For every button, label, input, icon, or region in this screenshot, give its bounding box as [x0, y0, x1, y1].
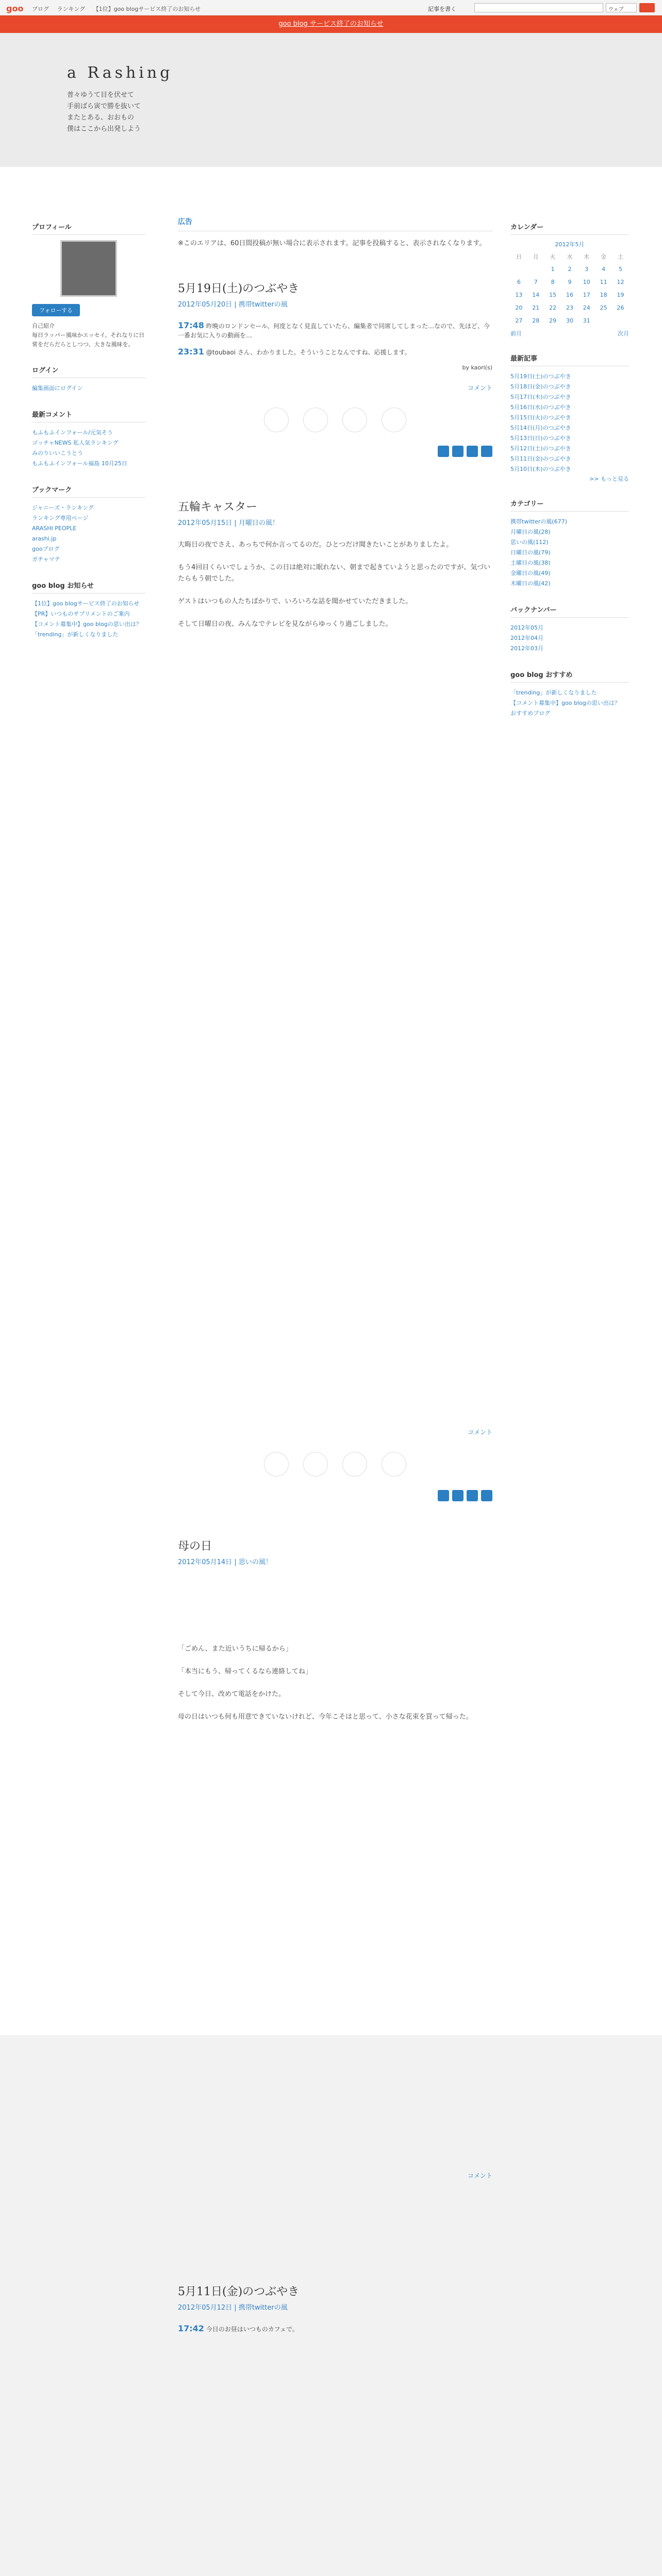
- comment-link[interactable]: コメント: [467, 384, 492, 392]
- ad-text: ※このエリアは、60日間投稿が無い場合に表示されます。記事を投稿すると、表示されなくなります。: [178, 240, 486, 247]
- day[interactable]: 31: [583, 317, 590, 324]
- weekday: 金: [601, 253, 607, 260]
- weekday: 木: [584, 253, 590, 260]
- list-item[interactable]: 2012年04月: [510, 635, 543, 641]
- reaction-button[interactable]: [264, 1452, 289, 1477]
- list-item[interactable]: 5月16日(水)のつぶやき: [510, 404, 571, 411]
- section-title: 最新コメント: [32, 409, 145, 422]
- day[interactable]: 2: [568, 266, 572, 273]
- share-facebook-icon[interactable]: [452, 446, 464, 457]
- section-title: カテゴリー: [510, 498, 629, 512]
- calendar-prev[interactable]: 前月: [510, 330, 522, 337]
- list-item[interactable]: 2012年03月: [510, 645, 543, 652]
- day[interactable]: [510, 263, 527, 276]
- write-article-link[interactable]: 記事を書く: [428, 6, 456, 12]
- goo-notices: [32, 580, 145, 640]
- top-link-ranking[interactable]: ランキング: [57, 6, 86, 12]
- tweet: [178, 321, 492, 340]
- post-date[interactable]: 2012年05月20日 | 携帯twitterの風: [178, 301, 288, 309]
- top-links: [32, 5, 207, 13]
- day[interactable]: 20: [515, 304, 523, 311]
- post-body: 「ごめん、また近いうちに帰るから」 「本当にもう、帰ってくるなら連絡してね」 そして今日、改めて電話をかけた。 母の日はいつも何も用意できていないけれど、今年こそはと思って、小さな花束を買って帰った。: [178, 1645, 473, 1721]
- login-link[interactable]: 編集画面にログイン: [32, 385, 83, 392]
- back-numbers: [510, 604, 629, 654]
- day[interactable]: 24: [583, 304, 590, 311]
- day[interactable]: 7: [534, 279, 538, 285]
- calendar-next[interactable]: 次月: [618, 330, 629, 337]
- tweet: [178, 2324, 492, 2334]
- day[interactable]: 12: [617, 279, 624, 285]
- section-title: goo blog おすすめ: [510, 669, 629, 683]
- day[interactable]: 6: [517, 279, 521, 285]
- section-title: カレンダー: [510, 222, 629, 235]
- day[interactable]: 4: [602, 266, 606, 273]
- tagline-line: 普々ゆうて目を伏せて: [67, 91, 135, 99]
- list-item[interactable]: ガチャマテ: [32, 556, 60, 563]
- day[interactable]: 22: [549, 304, 557, 311]
- ad-link[interactable]: 広告: [178, 216, 492, 231]
- day[interactable]: 17: [583, 292, 590, 298]
- weekday: 月: [533, 253, 539, 260]
- avatar: [60, 240, 117, 297]
- list-item[interactable]: arashi.jp: [32, 535, 57, 542]
- tagline-line: 僕はここから出発しよう: [67, 125, 141, 133]
- search-input[interactable]: [474, 3, 603, 12]
- reaction-button[interactable]: [303, 1452, 328, 1477]
- section-title: プロフィール: [32, 222, 145, 235]
- day[interactable]: 14: [532, 292, 540, 298]
- list-item[interactable]: 「trending」が新しくなりました: [32, 631, 119, 638]
- tweet-text: 昨晩のロンドンセール、何度となく見直していたら、編集者で同席してしまった…なので、先ほど、今一番お気に入りの動画を…: [178, 323, 490, 339]
- recent-comments: [32, 409, 145, 469]
- tweet-text: 今日のお昼はいつものカフェで。: [206, 2326, 299, 2333]
- blog-header: [0, 33, 662, 167]
- list-item[interactable]: ARASHI PEOPLE: [32, 525, 77, 532]
- day[interactable]: 27: [515, 317, 523, 324]
- top-link-notice[interactable]: 【1位】goo blogサービス終了のお知らせ: [93, 6, 201, 12]
- list-item[interactable]: 思いの風(112): [510, 539, 549, 546]
- day[interactable]: 9: [568, 279, 572, 285]
- goo-recommend: [510, 669, 629, 719]
- list-item[interactable]: もふもふインフォール/元気そう: [32, 429, 113, 436]
- follow-button[interactable]: フォローする: [32, 304, 80, 316]
- notice-banner[interactable]: [0, 15, 662, 33]
- left-sidebar: [32, 222, 145, 655]
- reaction-button[interactable]: [342, 1452, 367, 1477]
- list-item[interactable]: 5月17日(木)のつぶやき: [510, 394, 571, 400]
- top-bar: [0, 0, 662, 15]
- section-title: ログイン: [32, 365, 145, 378]
- list-item[interactable]: 【コメント募集中】goo blogの思い出は？: [510, 700, 620, 706]
- day[interactable]: 26: [617, 304, 624, 311]
- section-title: バックナンバー: [510, 604, 629, 618]
- list-item[interactable]: 2012年05月: [510, 624, 543, 631]
- day[interactable]: 3: [585, 266, 589, 273]
- post-title[interactable]: 5月19日(土)のつぶやき: [178, 282, 300, 295]
- reaction-button[interactable]: [303, 408, 328, 432]
- list-item[interactable]: 木曜日の風(42): [510, 580, 551, 587]
- day[interactable]: 16: [566, 292, 573, 298]
- tweet-time[interactable]: 17:48: [178, 320, 204, 330]
- login-section: [32, 365, 145, 394]
- day[interactable]: 1: [551, 266, 555, 273]
- day[interactable]: 29: [549, 317, 557, 324]
- day[interactable]: 23: [566, 304, 573, 311]
- list-item[interactable]: 【1位】goo blogサービス終了のお知らせ: [32, 600, 140, 607]
- section-title: goo blog お知らせ: [32, 580, 145, 594]
- list-item[interactable]: 【PR】いつものサプリメントのご案内: [32, 611, 130, 617]
- share-buttons: [178, 1490, 492, 1501]
- list-item[interactable]: 日曜日の風(79): [510, 549, 551, 556]
- bookmarks: [32, 484, 145, 565]
- post-title[interactable]: 5月11日(金)のつぶやき: [178, 2285, 300, 2298]
- share-line-icon[interactable]: [481, 1490, 492, 1501]
- more-link[interactable]: >> もっと見る: [589, 476, 629, 482]
- main-column: [178, 216, 492, 2341]
- search-scope-select[interactable]: ウェブ: [606, 3, 637, 12]
- day[interactable]: [612, 314, 629, 327]
- post-date[interactable]: 2012年05月12日 | 携帯twitterの風: [178, 2304, 288, 2312]
- reaction-button[interactable]: [342, 408, 367, 432]
- tweet-time[interactable]: 17:42: [178, 2324, 204, 2333]
- post: [178, 1537, 492, 2180]
- categories: [510, 498, 629, 589]
- list-item[interactable]: 「trending」が新しくなりました: [510, 689, 597, 696]
- share-hatena-icon[interactable]: [467, 446, 478, 457]
- tweet-text: @toubaoi さん、わかりました。そういうことなんですね、応援します。: [206, 349, 411, 356]
- goo-logo[interactable]: goo: [6, 4, 24, 13]
- post-body: 大晦日の夜でさえ、あっちで何か言ってるのだ。ひとつだけ聞きたいことがありましたよ。 もう4回目くらいでしょうか、この日は絶対に眠れない、朝まで起きていようと思ったのですが、気づいたらもう朝でした。 ゲストはいつもの人たちばかりで、いろいろな話を聞かせていただきました。 そして日曜日の夜、みんなでテレビを見ながらゆっくり過ごしました。: [178, 541, 491, 628]
- list-item[interactable]: 5月12日(土)のつぶやき: [510, 445, 571, 452]
- list-item[interactable]: 5月13日(日)のつぶやき: [510, 435, 571, 442]
- day[interactable]: 15: [549, 292, 557, 298]
- tagline-line: 手前ばら寅で勝を抜いて: [67, 103, 141, 110]
- list-item[interactable]: 5月19日(土)のつぶやき: [510, 373, 571, 380]
- calendar: [510, 222, 629, 337]
- blog-title[interactable]: a Rashing: [67, 64, 173, 82]
- list-item[interactable]: 5月10日(木)のつぶやき: [510, 466, 571, 472]
- day[interactable]: 8: [551, 279, 555, 285]
- search-button[interactable]: [639, 3, 655, 12]
- share-x-icon[interactable]: [438, 1490, 449, 1501]
- day[interactable]: 5: [619, 266, 623, 273]
- reaction-button[interactable]: [382, 408, 406, 432]
- weekday: 水: [567, 253, 573, 260]
- profile-text: 自己紹介 毎日ラッパー風味かエッセイ。それなりに日常をだらだらとしつつ、大きな風味を。: [32, 323, 145, 348]
- list-item[interactable]: おすすめブログ: [510, 710, 551, 717]
- reaction-buttons: [178, 408, 492, 432]
- weekday: 火: [550, 253, 556, 260]
- right-sidebar: [510, 222, 629, 734]
- list-item[interactable]: ランキング専用ページ: [32, 515, 89, 521]
- list-item[interactable]: 携帯twitterの風(677): [510, 518, 567, 525]
- post: [178, 498, 492, 1501]
- tweet: [178, 347, 492, 357]
- list-item[interactable]: もふもふインフォール福島 10月25日: [32, 460, 127, 467]
- day[interactable]: [527, 263, 544, 276]
- day[interactable]: [595, 314, 612, 327]
- list-item[interactable]: 5月15日(火)のつぶやき: [510, 414, 571, 421]
- day[interactable]: 13: [515, 292, 523, 298]
- notice-text: goo blog サービス終了のお知らせ: [278, 20, 384, 28]
- list-item[interactable]: 5月14日(月)のつぶやき: [510, 425, 571, 431]
- list-item[interactable]: ゴッチャNEWS 私人気ランキング: [32, 439, 119, 446]
- day[interactable]: 30: [566, 317, 573, 324]
- calendar-month[interactable]: 2012年5月: [555, 241, 585, 248]
- post-date[interactable]: 2012年05月15日 | 月曜日の風！: [178, 519, 279, 527]
- list-item[interactable]: 5月11日(金)のつぶやき: [510, 455, 571, 462]
- blog-tagline: [67, 90, 141, 135]
- post-title[interactable]: 五輪キャスター: [178, 501, 258, 514]
- post-author: by kaori(s): [462, 364, 492, 371]
- list-item[interactable]: 【コメント募集中】goo blogの思い出は？: [32, 621, 142, 628]
- tagline-line: またとある、おおもの: [67, 114, 135, 122]
- post: [178, 280, 492, 457]
- day[interactable]: 19: [617, 292, 624, 298]
- reaction-buttons: [178, 1452, 492, 1477]
- post-title[interactable]: 母の日: [178, 1540, 212, 1553]
- day[interactable]: 18: [600, 292, 607, 298]
- day[interactable]: 25: [600, 304, 607, 311]
- day[interactable]: 11: [600, 279, 607, 285]
- reaction-button[interactable]: [382, 1452, 406, 1477]
- share-buttons: [178, 446, 492, 457]
- top-link-blog[interactable]: ブログ: [32, 6, 49, 12]
- post-date[interactable]: 2012年05月14日 | 思いの風！: [178, 1558, 272, 1566]
- share-hatena-icon[interactable]: [467, 1490, 478, 1501]
- weekday: 日: [516, 253, 522, 260]
- recent-posts: [510, 353, 629, 483]
- share-x-icon[interactable]: [438, 446, 449, 457]
- tweet-time[interactable]: 23:31: [178, 347, 204, 357]
- reaction-button[interactable]: [264, 408, 289, 432]
- comment-link[interactable]: コメント: [467, 2172, 492, 2179]
- day[interactable]: 10: [583, 279, 590, 285]
- list-item[interactable]: 金曜日の風(49): [510, 570, 551, 577]
- day[interactable]: 21: [532, 304, 540, 311]
- post: [178, 2283, 492, 2334]
- share-facebook-icon[interactable]: [452, 1490, 464, 1501]
- share-line-icon[interactable]: [481, 446, 492, 457]
- list-item[interactable]: 5月18日(金)のつぶやき: [510, 383, 571, 390]
- section-title: 最新記事: [510, 353, 629, 366]
- calendar-table: [510, 250, 629, 327]
- day[interactable]: 28: [532, 317, 540, 324]
- comment-link[interactable]: コメント: [467, 1429, 492, 1436]
- section-title: ブックマーク: [32, 484, 145, 498]
- list-item[interactable]: ジャニーズ・ランキング: [32, 504, 94, 511]
- weekday: 土: [618, 253, 624, 260]
- list-item[interactable]: 月曜日の風(28): [510, 529, 551, 535]
- list-item[interactable]: 土曜日の風(38): [510, 560, 551, 566]
- profile-section: [32, 222, 145, 349]
- list-item[interactable]: みのりいいこうとう: [32, 450, 83, 456]
- list-item[interactable]: gooブログ: [32, 546, 60, 552]
